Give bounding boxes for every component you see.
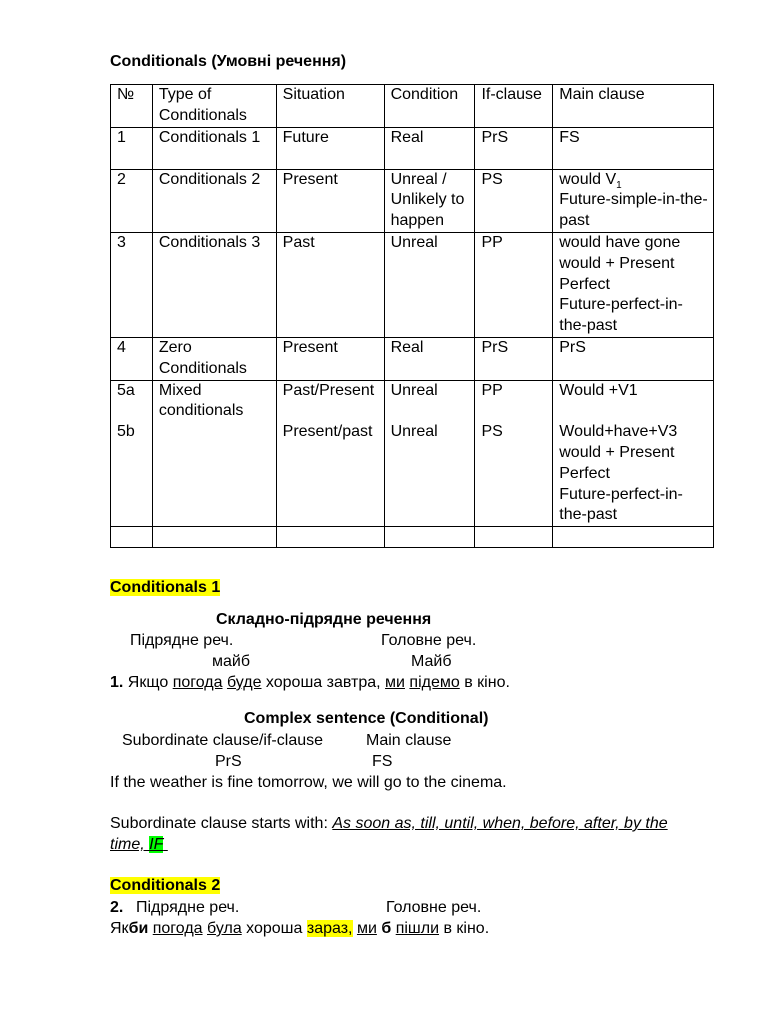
underlined-word: ми <box>385 674 405 691</box>
table-cell: Unreal <box>384 232 475 337</box>
underlined-word: погода <box>172 674 223 691</box>
table-header-row <box>111 85 714 128</box>
highlighted-word: зараз, <box>306 920 353 937</box>
situation-text: Present/past <box>282 423 373 441</box>
header-cell: Type of Conditionals <box>152 85 276 128</box>
main-clause-line: Future-perfect-in-the-past <box>559 485 683 524</box>
heading-text: Conditionals 2 <box>110 877 221 894</box>
table-cell: Past <box>276 232 384 337</box>
main-clause-line: would have gone <box>559 233 681 251</box>
en-subordinate-label: Subordinate clause/if-clause <box>122 732 324 749</box>
header-cell: Condition <box>384 85 475 128</box>
table-row-empty <box>111 527 714 548</box>
text <box>163 836 167 853</box>
table-cell <box>553 527 714 548</box>
table-cell <box>384 380 475 527</box>
text: Якщо <box>127 674 173 691</box>
main-clause-text: would V <box>559 170 617 188</box>
main-clause-line <box>559 170 709 191</box>
underlined-word: погода <box>152 920 203 937</box>
table-cell: Real <box>384 127 475 169</box>
table-cell: Real <box>384 337 475 380</box>
condition-text: Unreal <box>390 423 438 441</box>
if-keyword: IF <box>149 836 164 853</box>
table-cell <box>553 169 714 232</box>
en-main-label: Main clause <box>366 732 452 749</box>
table-row <box>111 380 714 527</box>
heading-text: Conditionals 1 <box>110 579 221 596</box>
example-number: 1. <box>110 674 124 691</box>
text: хороша завтра, <box>261 674 386 691</box>
bold-particle: би <box>128 920 149 937</box>
en-example-sentence: If the weather is fine tomorrow, we will go to the cinema. <box>110 774 507 791</box>
text: в кіно. <box>439 920 490 937</box>
table-cell <box>475 527 553 548</box>
section-heading-cond2 <box>110 876 220 897</box>
table-cell: PrS <box>475 337 553 380</box>
subordinate-starts-line-2 <box>110 835 168 856</box>
table-cell <box>111 380 153 527</box>
table-cell: PrS <box>475 127 553 169</box>
main-clause-line: Future-simple-in-the-past <box>559 191 708 230</box>
example-number: 2. <box>110 899 124 916</box>
table-cell: Mixed conditionals <box>152 380 276 527</box>
table-cell: FS <box>553 127 714 169</box>
table-row <box>111 169 714 232</box>
underlined-word: буде <box>226 674 262 691</box>
table-cell: Conditionals 3 <box>152 232 276 337</box>
text: в кіно. <box>459 674 510 691</box>
table-cell: Present <box>276 169 384 232</box>
underlined-word: підемо <box>409 674 460 691</box>
ua-subordinate-label: Підрядне реч. <box>130 632 234 649</box>
en-main-tense: FS <box>372 753 393 770</box>
row-number: 5b <box>117 423 135 441</box>
row-number: 5a <box>117 381 135 399</box>
ua-sentence-title: Складно-підрядне речення <box>216 611 432 628</box>
ifclause-text: PS <box>481 423 503 441</box>
table-row <box>111 337 714 380</box>
table-cell: PP <box>475 232 553 337</box>
conjunction-list: time, <box>110 836 150 853</box>
table-cell <box>111 527 153 548</box>
table-cell: PS <box>475 169 553 232</box>
table-cell <box>553 232 714 337</box>
en-sentence-title: Complex sentence (Conditional) <box>244 710 489 727</box>
table-cell <box>152 527 276 548</box>
table-cell: Conditionals 2 <box>152 169 276 232</box>
table-row <box>111 127 714 169</box>
table-cell <box>384 527 475 548</box>
ua-main-tense: Майб <box>411 653 452 670</box>
conjunction-list: As soon as, till, until, when, before, after, by the <box>332 815 668 832</box>
table-cell: 4 <box>111 337 153 380</box>
ua-main-label: Головне реч. <box>381 632 477 649</box>
table-cell: PrS <box>553 337 714 380</box>
text: Subordinate clause starts with: <box>110 815 333 832</box>
table-cell <box>475 380 553 527</box>
page-title: Conditionals (Умовні речення) <box>110 53 347 70</box>
table-cell <box>553 380 714 527</box>
ua-example-sentence <box>110 673 510 694</box>
table-cell <box>276 380 384 527</box>
en-subordinate-tense: PrS <box>215 753 242 770</box>
header-cell: If-clause <box>475 85 553 128</box>
text: Як <box>110 920 129 937</box>
ifclause-text: PP <box>481 381 503 399</box>
header-cell: Situation <box>276 85 384 128</box>
table-cell: 2 <box>111 169 153 232</box>
table-cell <box>276 527 384 548</box>
section-heading-cond1 <box>110 578 220 599</box>
underlined-word: пішли <box>395 920 440 937</box>
cond2-example-sentence <box>110 919 489 940</box>
table-cell: Future <box>276 127 384 169</box>
ua-subordinate-label: Підрядне реч. <box>136 899 240 916</box>
text: хороша <box>241 920 307 937</box>
table-cell: Present <box>276 337 384 380</box>
subscript: 1 <box>616 179 622 191</box>
subordinate-starts-line <box>110 814 668 835</box>
header-cell: № <box>111 85 153 128</box>
table-cell: 3 <box>111 232 153 337</box>
situation-text: Past/Present <box>282 381 375 399</box>
table-cell: 1 <box>111 127 153 169</box>
ua-subordinate-tense: майб <box>212 653 250 670</box>
ua-main-label: Головне реч. <box>386 899 482 916</box>
underlined-word: ми <box>356 920 377 937</box>
cond2-labels <box>110 898 123 919</box>
table-cell: Zero Conditionals <box>152 337 276 380</box>
main-clause-line: Would+have+V3 <box>559 423 678 441</box>
conditionals-table <box>110 84 714 548</box>
main-clause-line: Future-perfect-in-the-past <box>559 296 683 335</box>
table-cell: Unreal / Unlikely to happen <box>384 169 475 232</box>
main-clause-line: would + Present Perfect <box>559 254 675 293</box>
condition-text: Unreal <box>390 381 438 399</box>
main-clause-line: would + Present Perfect <box>559 443 675 482</box>
table-row <box>111 232 714 337</box>
underlined-word: була <box>207 920 242 937</box>
table-cell: Conditionals 1 <box>152 127 276 169</box>
bold-particle: б <box>381 920 392 937</box>
header-cell: Main clause <box>553 85 714 128</box>
main-clause-line: Would +V1 <box>559 381 638 399</box>
